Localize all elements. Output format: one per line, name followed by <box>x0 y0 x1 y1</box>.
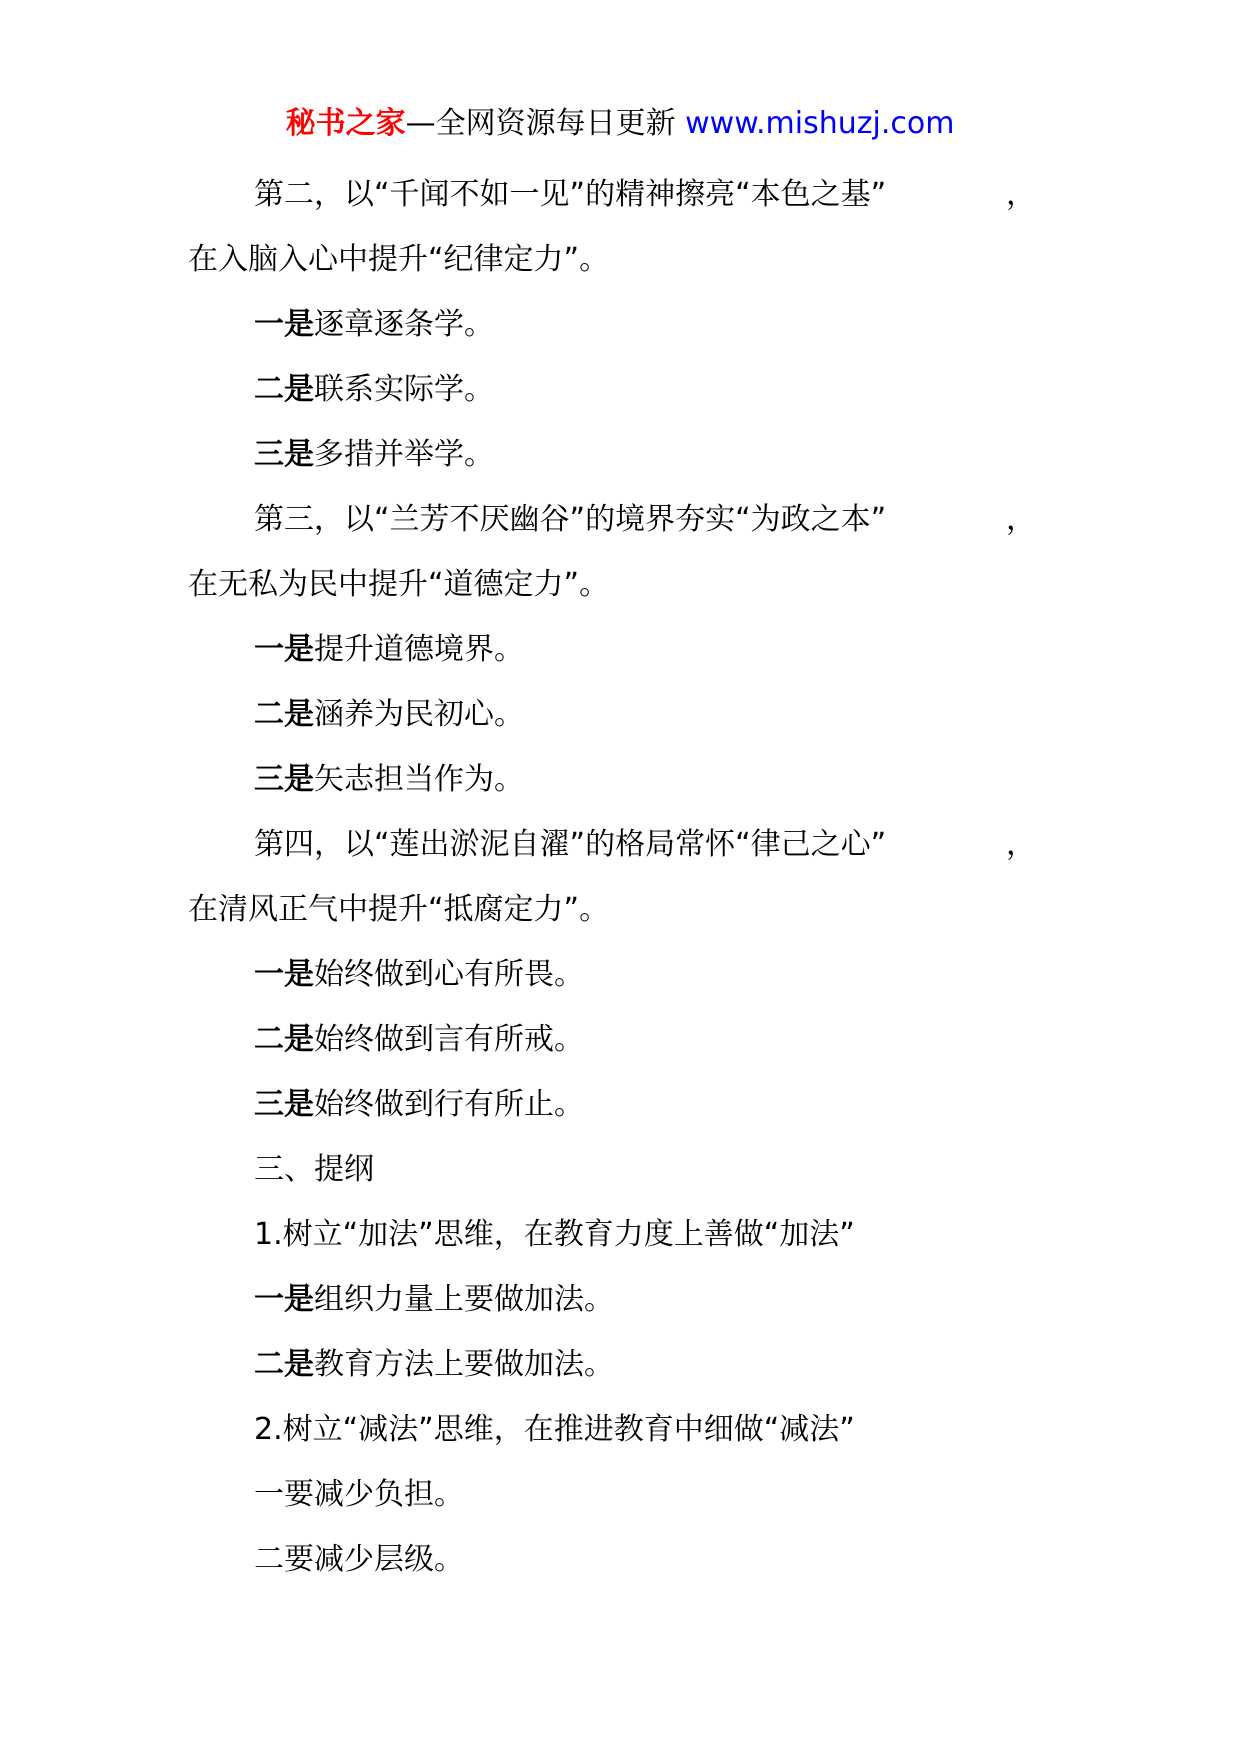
list-item-lead: 二是 <box>254 1022 314 1057</box>
list-item <box>188 682 1058 747</box>
list-item <box>188 422 1058 487</box>
section-3-heading-comma: ， <box>1006 502 1036 537</box>
list-item-text: 提升道德境界。 <box>314 632 524 667</box>
list-item: 二要减少层级。 <box>254 1542 464 1577</box>
page-header <box>0 102 1240 146</box>
outline-item-2-title: 2.树立“减法”思维，在推进教育中细做“减法” <box>254 1412 855 1447</box>
list-item <box>188 1007 1058 1072</box>
list-item-text: 始终做到言有所戒。 <box>314 1022 584 1057</box>
section-4-heading-cont: 在清风正气中提升“抵腐定力”。 <box>188 892 610 927</box>
list-item-text: 始终做到心有所畏。 <box>314 957 584 992</box>
section-2-heading-text: 第二，以“千闻不如一见”的精神擦亮“本色之基” <box>254 177 887 212</box>
list-item-lead: 一是 <box>254 957 314 992</box>
list-item-lead: 三是 <box>254 1087 314 1122</box>
section-4-heading-comma: ， <box>1006 827 1036 862</box>
list-item-lead: 一是 <box>254 307 314 342</box>
list-item-text: 多措并举学。 <box>314 437 494 472</box>
section-2-heading-cont: 在入脑入心中提升“纪律定力”。 <box>188 242 610 277</box>
section-3-heading <box>188 487 1058 552</box>
list-item-text: 组织力量上要做加法。 <box>314 1282 614 1317</box>
brand-name: 秘书之家 <box>285 106 406 141</box>
list-item-text: 涵养为民初心。 <box>314 697 524 732</box>
section-4-heading <box>188 812 1058 877</box>
document-body <box>188 162 1058 1592</box>
list-item <box>188 617 1058 682</box>
list-item: 一要减少负担。 <box>254 1477 464 1512</box>
list-item <box>188 1072 1058 1137</box>
list-item <box>188 942 1058 1007</box>
list-item-lead: 一是 <box>254 632 314 667</box>
outline-heading: 三、提纲 <box>254 1152 374 1187</box>
list-item-lead: 三是 <box>254 762 314 797</box>
list-item-lead: 一是 <box>254 1282 314 1317</box>
section-3-heading-text: 第三，以“兰芳不厌幽谷”的境界夯实“为政之本” <box>254 502 887 537</box>
section-2-heading-comma: ， <box>1006 177 1036 212</box>
list-item-text: 联系实际学。 <box>314 372 494 407</box>
section-3-heading-cont: 在无私为民中提升“道德定力”。 <box>188 567 610 602</box>
section-4-heading-text: 第四，以“莲出淤泥自濯”的格局常怀“律己之心” <box>254 827 887 862</box>
list-item <box>188 1267 1058 1332</box>
site-url-link[interactable]: www.mishuzj.com <box>685 106 955 141</box>
list-item <box>188 1332 1058 1397</box>
list-item-lead: 三是 <box>254 437 314 472</box>
list-item-lead: 二是 <box>254 1347 314 1382</box>
list-item-text: 始终做到行有所止。 <box>314 1087 584 1122</box>
list-item-text: 教育方法上要做加法。 <box>314 1347 614 1382</box>
outline-item-1-title: 1.树立“加法”思维，在教育力度上善做“加法” <box>254 1217 855 1252</box>
list-item <box>188 747 1058 812</box>
section-2-heading <box>188 162 1058 227</box>
list-item <box>188 292 1058 357</box>
list-item-text: 逐章逐条学。 <box>314 307 494 342</box>
list-item <box>188 357 1058 422</box>
list-item-text: 矢志担当作为。 <box>314 762 524 797</box>
list-item-lead: 二是 <box>254 697 314 732</box>
header-tagline: —全网资源每日更新 <box>405 106 686 141</box>
list-item-lead: 二是 <box>254 372 314 407</box>
